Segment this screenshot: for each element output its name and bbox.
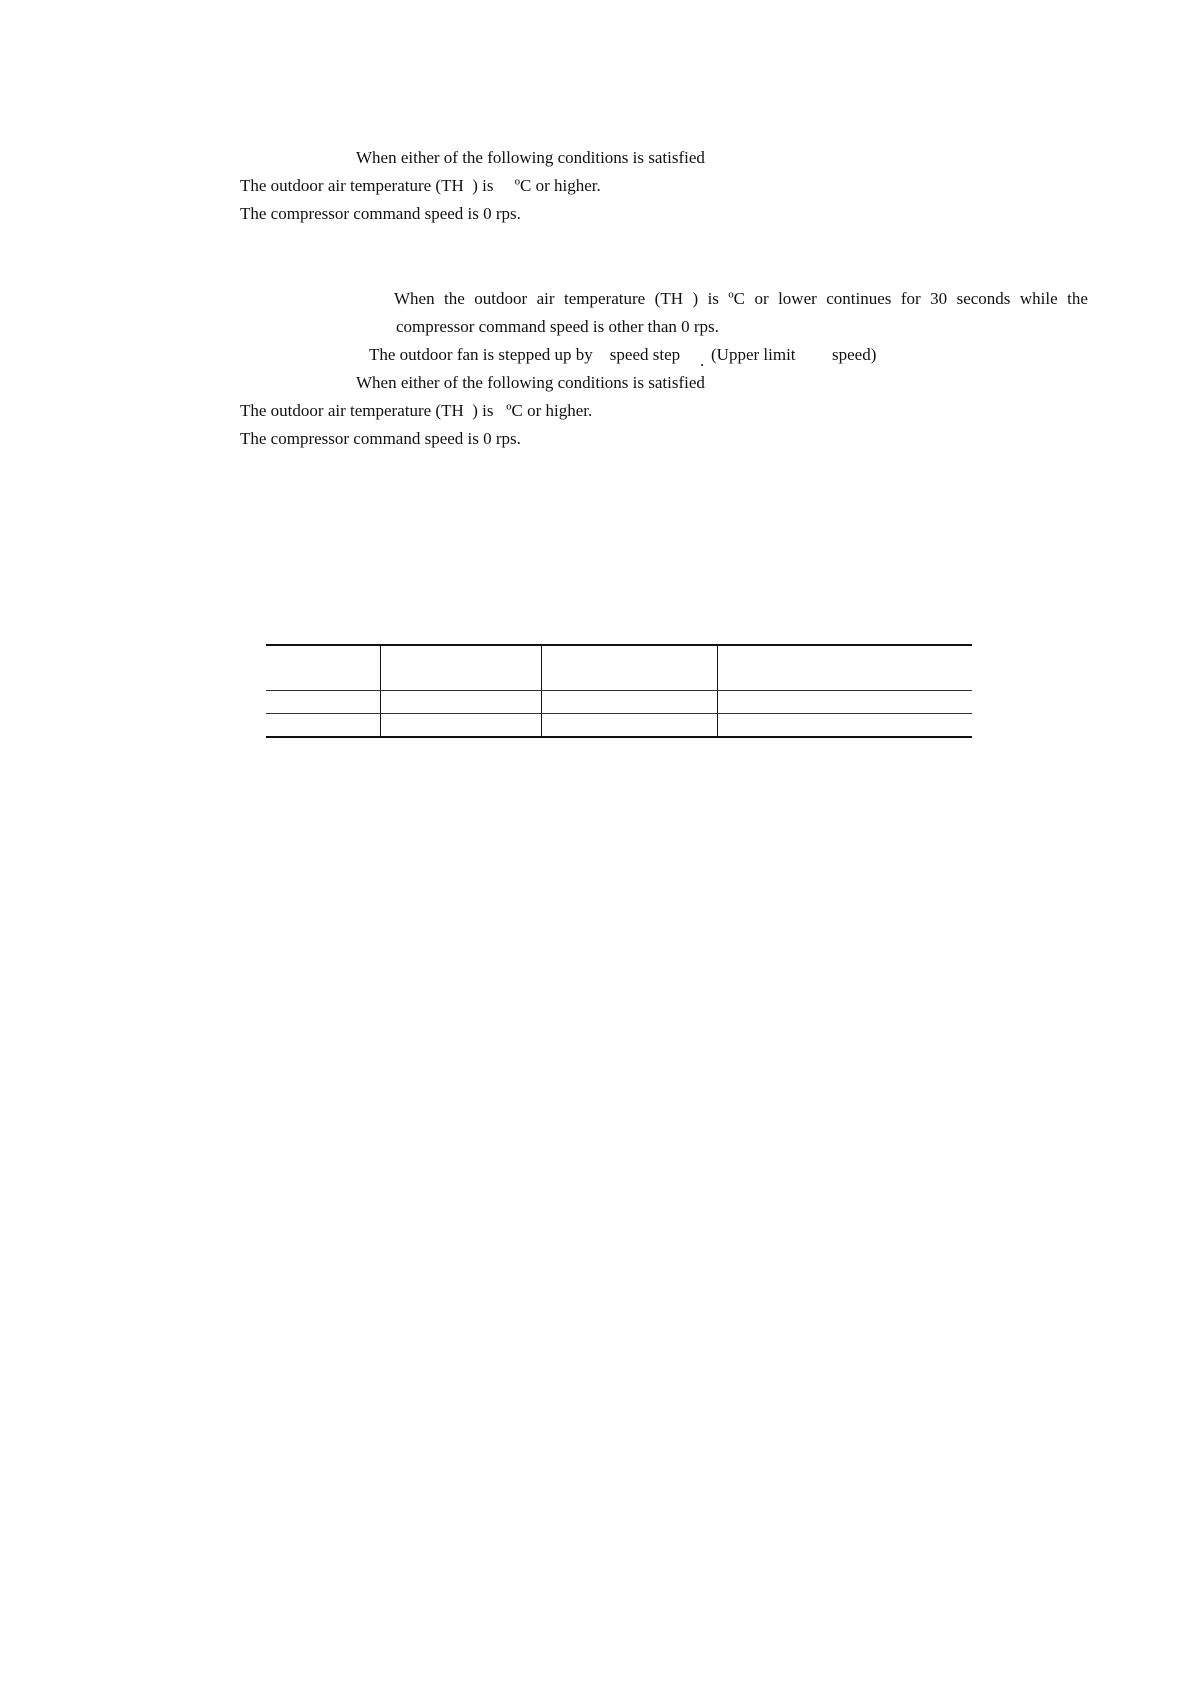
section-2-action-dot: . <box>700 351 705 370</box>
section-2-heading: When either of the following conditions is satisfied <box>356 373 705 392</box>
section-1-condition-compressor: The compressor command speed is 0 rps. <box>240 204 521 223</box>
table-cell <box>541 691 717 714</box>
section-2-action: The outdoor fan is stepped up by speed step <box>369 345 681 364</box>
table-cell <box>717 714 972 738</box>
table-cell <box>266 714 380 738</box>
section-2-condition-compressor: The compressor command speed is 0 rps. <box>240 429 521 448</box>
start-condition-word: for <box>900 289 921 308</box>
start-condition-word: 30 <box>930 289 948 308</box>
table-header-row <box>266 645 972 691</box>
table-row <box>266 691 972 714</box>
section-2-start-condition <box>394 289 1088 309</box>
section-2-condition-temperature: The outdoor air temperature (TH ) is ºC or higher. <box>240 401 593 420</box>
start-condition-word: temperature <box>564 289 646 308</box>
start-condition-word: seconds <box>956 289 1011 308</box>
table-cell <box>380 645 541 691</box>
start-condition-word: ) <box>692 289 699 308</box>
start-condition-word: outdoor <box>474 289 528 308</box>
table-cell <box>717 691 972 714</box>
start-condition-word: When <box>394 289 435 308</box>
start-condition-word: lower <box>778 289 817 308</box>
start-condition-word: continues <box>826 289 892 308</box>
table-cell <box>266 645 380 691</box>
table-cell <box>380 691 541 714</box>
settings-table <box>266 644 972 738</box>
start-condition-word: the <box>1067 289 1088 308</box>
section-2-start-condition-continuation: compressor command speed is other than 0 rps. <box>396 317 719 336</box>
table-row <box>266 714 972 738</box>
start-condition-word: ºC <box>728 289 745 308</box>
table-cell <box>717 645 972 691</box>
start-condition-word: air <box>536 289 555 308</box>
start-condition-word: (TH <box>654 289 683 308</box>
start-condition-word: the <box>444 289 465 308</box>
section-1-heading: When either of the following conditions is satisfied <box>356 148 705 167</box>
start-condition-word: or <box>754 289 769 308</box>
table-cell <box>380 714 541 738</box>
section-2-action-upper-limit-end: speed) <box>832 345 877 364</box>
section-1-condition-temperature: The outdoor air temperature (TH ) is ºC or higher. <box>240 176 601 195</box>
start-condition-word: while <box>1019 289 1058 308</box>
table-cell <box>266 691 380 714</box>
table-cell <box>541 714 717 738</box>
table-cell <box>541 645 717 691</box>
start-condition-word: is <box>707 289 719 308</box>
section-2-action-upper-limit: (Upper limit <box>711 345 796 364</box>
